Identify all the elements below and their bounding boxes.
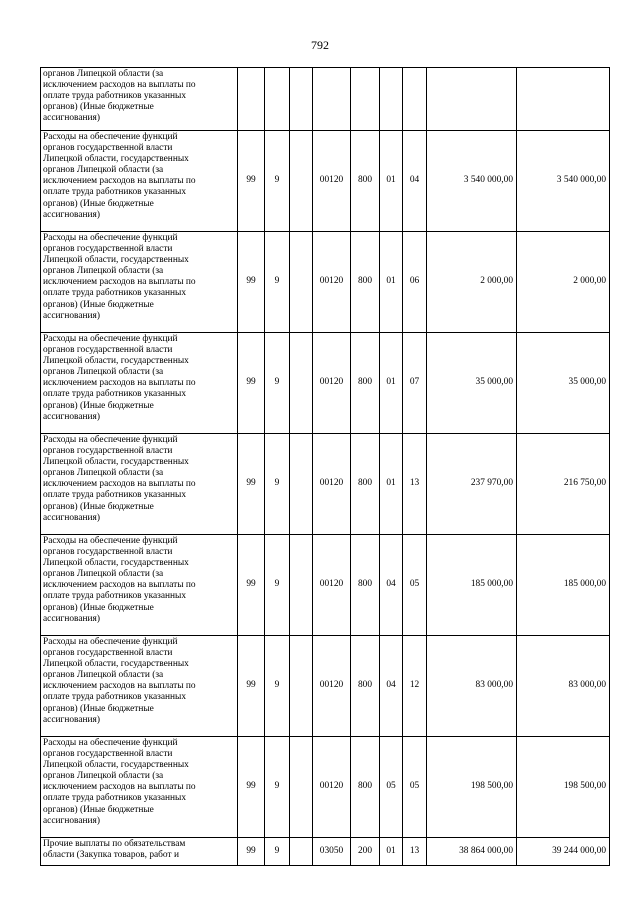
subprogram-code: 9 <box>265 636 290 737</box>
subprogram-code: 9 <box>265 131 290 232</box>
direction-code: 00120 <box>313 535 351 636</box>
expense-type-code <box>351 68 380 131</box>
amount-year-2 <box>517 68 610 131</box>
amount-year-2: 35 000,00 <box>517 333 610 434</box>
amount-year-1: 185 000,00 <box>427 535 517 636</box>
expense-type-code: 800 <box>351 636 380 737</box>
row-description: Расходы на обеспечение функций органов государственной власти Липецкой области, государственных органов Липецкой области (за исключением расходов на выплаты по оплате труда работников указанных органов) (Иные бюджетные ассигнования) <box>41 737 238 838</box>
amount-year-1: 198 500,00 <box>427 737 517 838</box>
program-code: 99 <box>238 434 265 535</box>
subprogram-code: 9 <box>265 737 290 838</box>
main-activity-code <box>290 636 313 737</box>
subsection-code: 06 <box>403 232 427 333</box>
section-code <box>380 68 403 131</box>
amount-year-2: 2 000,00 <box>517 232 610 333</box>
main-activity-code <box>290 434 313 535</box>
subsection-code: 05 <box>403 535 427 636</box>
amount-year-1: 35 000,00 <box>427 333 517 434</box>
main-activity-code <box>290 737 313 838</box>
subprogram-code: 9 <box>265 232 290 333</box>
amount-year-1: 83 000,00 <box>427 636 517 737</box>
direction-code: 00120 <box>313 131 351 232</box>
program-code: 99 <box>238 232 265 333</box>
amount-year-1: 2 000,00 <box>427 232 517 333</box>
subsection-code: 13 <box>403 434 427 535</box>
subprogram-code: 9 <box>265 434 290 535</box>
expense-type-code: 800 <box>351 333 380 434</box>
section-code: 04 <box>380 636 403 737</box>
program-code <box>238 68 265 131</box>
row-description: Расходы на обеспечение функций органов государственной власти Липецкой области, государственных органов Липецкой области (за исключением расходов на выплаты по оплате труда работников указанных органов) (Иные бюджетные ассигнования) <box>41 232 238 333</box>
section-code: 04 <box>380 535 403 636</box>
row-description: Расходы на обеспечение функций органов государственной власти Липецкой области, государственных органов Липецкой области (за исключением расходов на выплаты по оплате труда работников указанных органов) (Иные бюджетные ассигнования) <box>41 535 238 636</box>
subprogram-code: 9 <box>265 333 290 434</box>
direction-code: 00120 <box>313 333 351 434</box>
subprogram-code <box>265 68 290 131</box>
program-code: 99 <box>238 333 265 434</box>
expense-type-code: 200 <box>351 838 380 866</box>
amount-year-2: 185 000,00 <box>517 535 610 636</box>
table-row <box>41 131 610 232</box>
budget-table <box>40 67 610 866</box>
table-row <box>41 838 610 866</box>
expense-type-code: 800 <box>351 535 380 636</box>
subsection-code: 13 <box>403 838 427 866</box>
row-description: Расходы на обеспечение функций органов государственной власти Липецкой области, государственных органов Липецкой области (за исключением расходов на выплаты по оплате труда работников указанных органов) (Иные бюджетные ассигнования) <box>41 636 238 737</box>
amount-year-2: 3 540 000,00 <box>517 131 610 232</box>
direction-code: 00120 <box>313 434 351 535</box>
row-description: Прочие выплаты по обязательствам области (Закупка товаров, работ и <box>41 838 238 866</box>
section-code: 01 <box>380 232 403 333</box>
table-row <box>41 68 610 131</box>
table-row <box>41 434 610 535</box>
section-code: 01 <box>380 333 403 434</box>
table-row <box>41 232 610 333</box>
subsection-code: 12 <box>403 636 427 737</box>
program-code: 99 <box>238 737 265 838</box>
main-activity-code <box>290 68 313 131</box>
row-description: органов Липецкой области (за исключением расходов на выплаты по оплате труда работников указанных органов) (Иные бюджетные ассигнования) <box>41 68 238 131</box>
program-code: 99 <box>238 535 265 636</box>
direction-code <box>313 68 351 131</box>
direction-code: 03050 <box>313 838 351 866</box>
subsection-code <box>403 68 427 131</box>
expense-type-code: 800 <box>351 434 380 535</box>
amount-year-1: 38 864 000,00 <box>427 838 517 866</box>
row-description: Расходы на обеспечение функций органов государственной власти Липецкой области, государственных органов Липецкой области (за исключением расходов на выплаты по оплате труда работников указанных органов) (Иные бюджетные ассигнования) <box>41 131 238 232</box>
main-activity-code <box>290 131 313 232</box>
table-row <box>41 737 610 838</box>
amount-year-1 <box>427 68 517 131</box>
section-code: 05 <box>380 737 403 838</box>
program-code: 99 <box>238 636 265 737</box>
amount-year-2: 198 500,00 <box>517 737 610 838</box>
main-activity-code <box>290 333 313 434</box>
section-code: 01 <box>380 131 403 232</box>
table-row <box>41 333 610 434</box>
direction-code: 00120 <box>313 737 351 838</box>
subsection-code: 07 <box>403 333 427 434</box>
section-code: 01 <box>380 434 403 535</box>
table-row <box>41 535 610 636</box>
main-activity-code <box>290 232 313 333</box>
subprogram-code: 9 <box>265 535 290 636</box>
subsection-code: 05 <box>403 737 427 838</box>
amount-year-2: 83 000,00 <box>517 636 610 737</box>
expense-type-code: 800 <box>351 232 380 333</box>
direction-code: 00120 <box>313 636 351 737</box>
expense-type-code: 800 <box>351 131 380 232</box>
subprogram-code: 9 <box>265 838 290 866</box>
expense-type-code: 800 <box>351 737 380 838</box>
page-number: 792 <box>311 38 329 52</box>
amount-year-2: 39 244 000,00 <box>517 838 610 866</box>
section-code: 01 <box>380 838 403 866</box>
program-code: 99 <box>238 838 265 866</box>
row-description: Расходы на обеспечение функций органов государственной власти Липецкой области, государственных органов Липецкой области (за исключением расходов на выплаты по оплате труда работников указанных органов) (Иные бюджетные ассигнования) <box>41 434 238 535</box>
direction-code: 00120 <box>313 232 351 333</box>
program-code: 99 <box>238 131 265 232</box>
table-row <box>41 636 610 737</box>
main-activity-code <box>290 535 313 636</box>
subsection-code: 04 <box>403 131 427 232</box>
amount-year-2: 216 750,00 <box>517 434 610 535</box>
amount-year-1: 3 540 000,00 <box>427 131 517 232</box>
amount-year-1: 237 970,00 <box>427 434 517 535</box>
main-activity-code <box>290 838 313 866</box>
row-description: Расходы на обеспечение функций органов государственной власти Липецкой области, государственных органов Липецкой области (за исключением расходов на выплаты по оплате труда работников указанных органов) (Иные бюджетные ассигнования) <box>41 333 238 434</box>
